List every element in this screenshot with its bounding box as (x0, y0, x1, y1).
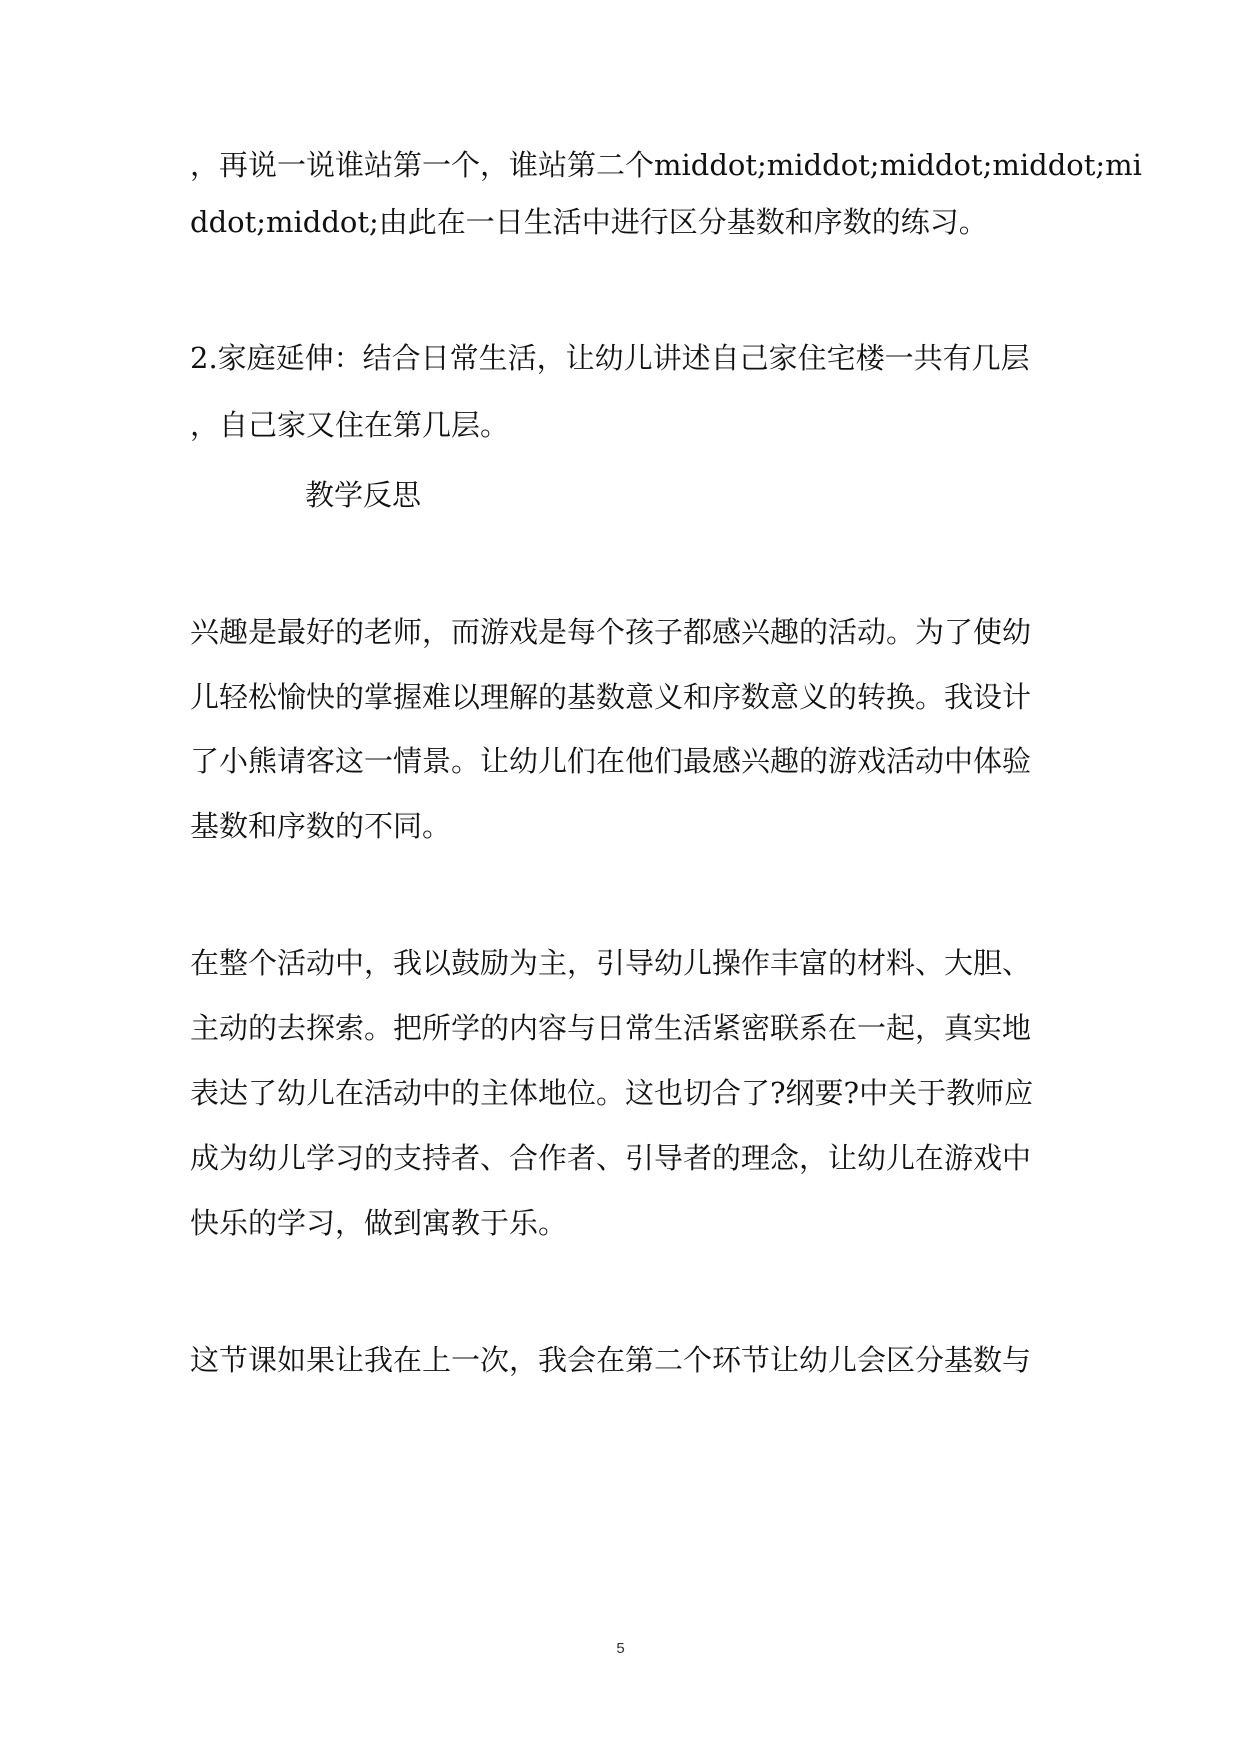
paragraph-4-line-2: 主动的去探索。把所学的内容与日常生活紧密联系在一起，真实地 (190, 1011, 1032, 1045)
paragraph-1-line-1: ，再说一说谁站第一个，谁站第二个middot;middot;middot;middot;mi (190, 148, 1142, 182)
page-number: 5 (616, 1640, 625, 1657)
paragraph-5-line-1: 这节课如果让我在上一次，我会在第二个环节让幼儿会区分基数与 (190, 1343, 1032, 1377)
paragraph-1-line-2: ddot;middot;由此在一日生活中进行区分基数和序数的练习。 (190, 205, 988, 239)
paragraph-4-line-5: 快乐的学习，做到寓教于乐。 (190, 1206, 568, 1240)
paragraph-3-line-1: 兴趣是最好的老师，而游戏是每个孩子都感兴趣的活动。为了使幼 (190, 615, 1032, 649)
paragraph-3-line-3: 了小熊请客这一情景。让幼儿们在他们最感兴趣的游戏活动中体验 (190, 744, 1032, 778)
paragraph-3-line-2: 儿轻松愉快的掌握难以理解的基数意义和序数意义的转换。我设计 (190, 680, 1032, 714)
paragraph-3-line-4: 基数和序数的不同。 (190, 809, 452, 843)
paragraph-4-line-1: 在整个活动中，我以鼓励为主，引导幼儿操作丰富的材料、大胆、 (190, 946, 1032, 980)
paragraph-2-line-1: 2.家庭延伸：结合日常生活，让幼儿讲述自己家住宅楼一共有几层 (190, 341, 1030, 375)
paragraph-4-line-4: 成为幼儿学习的支持者、合作者、引导者的理念，让幼儿在游戏中 (190, 1141, 1032, 1175)
section-heading: 教学反思 (305, 478, 422, 512)
paragraph-2-line-2: ，自己家又住在第几层。 (190, 408, 510, 442)
paragraph-4-line-3: 表达了幼儿在活动中的主体地位。这也切合了?纲要?中关于教师应 (190, 1076, 1034, 1110)
